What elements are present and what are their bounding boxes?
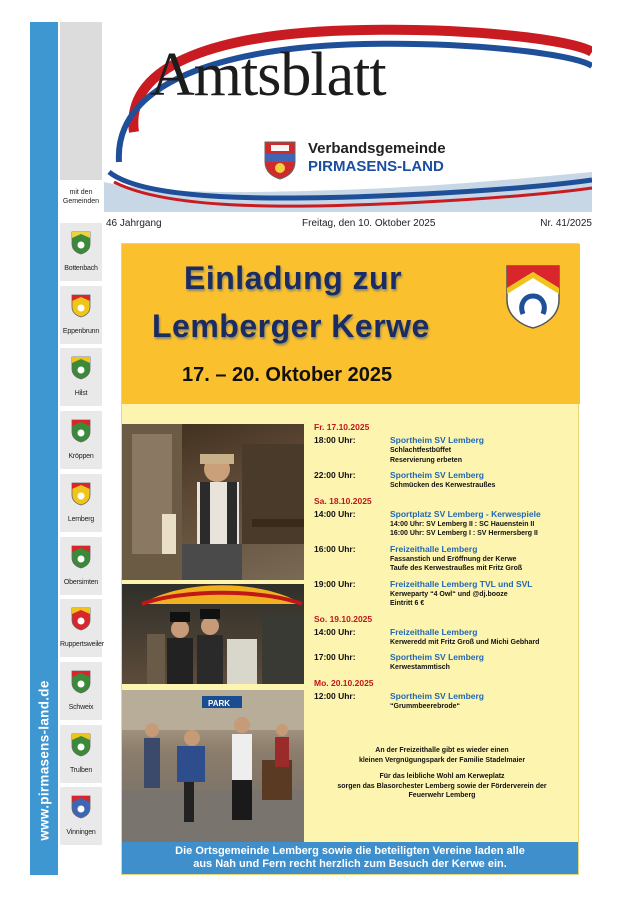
municipality-column-top <box>60 22 102 180</box>
trulben-crest-icon <box>71 733 91 757</box>
day-heading: Sa. 18.10.2025 <box>314 495 372 506</box>
entry-time: 18:00 Uhr: <box>314 435 356 445</box>
masthead-subtitle: Verbandsgemeinde <box>308 140 446 157</box>
issue-year: 46 Jahrgang <box>106 218 162 229</box>
schedule-entry <box>314 627 576 648</box>
municipality-name: Eppenbrunn <box>62 327 100 335</box>
issue-number: Nr. 41/2025 <box>540 218 592 229</box>
entry-time: 22:00 Uhr: <box>314 470 356 480</box>
schedule-entry <box>314 544 576 574</box>
entry-detail: Kerwestammtisch <box>390 664 450 671</box>
municipality-name: Ruppertsweiler <box>60 641 104 649</box>
entry-time: 19:00 Uhr: <box>314 578 356 589</box>
municipality-kroeppen <box>60 409 102 469</box>
schedule-entry <box>314 691 576 712</box>
website-url[interactable]: www.pirmasens-land.de <box>36 679 52 841</box>
day-heading: Fr. 17.10.2025 <box>314 422 370 432</box>
photo-kerwe-crowd <box>122 690 304 842</box>
poster-dates: 17. – 20. Oktober 2025 <box>182 364 393 386</box>
municipality-name: Vinningen <box>66 829 96 837</box>
municipality-name: Schweix <box>68 703 94 711</box>
day-heading: So. 19.10.2025 <box>314 613 373 624</box>
municipality-name: Hilst <box>74 390 88 398</box>
entry-location: Freizeithalle Lemberg TVL und SVL <box>390 578 533 589</box>
municipality-lemberg <box>60 472 102 532</box>
municipality-name: Lemberg <box>67 515 95 523</box>
municipality-heading: mit den Gemeinden <box>62 189 100 205</box>
entry-time: 14:00 Uhr: <box>314 626 356 637</box>
schedule-entry <box>314 652 576 673</box>
obersimten-crest-icon <box>71 545 91 569</box>
entry-detail: Taufe des Kerwestraußes mit Fritz Groß <box>390 565 523 572</box>
photo-kerwe-speech <box>122 424 304 580</box>
schedule <box>314 422 576 716</box>
municipality-hilst <box>60 346 102 406</box>
municipality-trulben <box>60 723 102 783</box>
entry-detail: Reservierung erbeten <box>390 456 462 464</box>
poster-title-line2: Lemberger Kerwe <box>152 308 430 344</box>
entry-time: 16:00 Uhr: <box>314 543 356 554</box>
municipality-name: Obersimten <box>63 578 99 586</box>
kerwe-poster <box>121 243 579 875</box>
photo-park-sign: PARK <box>208 699 231 708</box>
issue-date: Freitag, den 10. Oktober 2025 <box>302 218 436 229</box>
municipality-name: Bottenbach <box>64 265 98 272</box>
kroeppen-crest-icon <box>71 419 91 443</box>
schedule-entry <box>314 509 576 539</box>
masthead-title: Amtsblatt <box>150 41 386 109</box>
bottenbach-crest-icon <box>71 231 91 255</box>
entry-time: 12:00 Uhr: <box>314 690 356 701</box>
hilst-crest-icon <box>71 356 91 380</box>
lemberg-crest-icon <box>71 482 91 506</box>
municipality-eppenbrunn <box>60 284 102 344</box>
eppenbrunn-crest-icon <box>71 294 91 318</box>
entry-time: 17:00 Uhr: <box>314 652 356 662</box>
municipality-name: Trulben <box>69 766 93 774</box>
entry-time: 14:00 Uhr: <box>314 508 356 519</box>
entry-detail: Kerweparty “4 Owl“ und @dj.booze <box>390 590 508 598</box>
note-catering: Für das leibliche Wohl am Kerweplatz sorgen das Blasorchester Lemberg sowie der Förderverein der Feuerwehr Lemberg <box>337 773 547 799</box>
entry-detail: Schmücken des Kerwestraußes <box>390 482 496 489</box>
schweix-crest-icon <box>71 670 91 694</box>
day-heading: Mo. 20.10.2025 <box>314 677 374 688</box>
entry-detail: Kerweredd mit Fritz Groß und Michi Gebhard <box>390 638 540 646</box>
invitation-banner: Die Ortsgemeinde Lemberg sowie die beteiligten Vereine laden alle aus Nah und Fern recht herzlich zum Besuch der Kerwe ein. <box>122 842 578 874</box>
municipality-obersimten <box>60 535 102 595</box>
issue-line <box>104 218 592 232</box>
masthead-region: PIRMASENS-LAND <box>308 158 444 175</box>
entry-location: Freizeithalle Lemberg <box>390 626 478 637</box>
schedule-entry <box>314 435 576 465</box>
entry-detail: Eintritt 6 € <box>390 600 425 607</box>
lemberg-crest-icon <box>505 264 561 330</box>
municipality-name: Kröppen <box>68 453 94 461</box>
note-fun-park: An der Freizeithalle gibt es wieder einen kleinen Vergnügungspark der Familie Stadelmaier <box>358 747 526 764</box>
municipality-vinningen <box>60 785 102 845</box>
entry-location: Sportplatz SV Lemberg - Kerwespiele <box>390 508 541 519</box>
municipality-bottenbach <box>60 221 102 281</box>
schedule-entry <box>314 470 576 491</box>
entry-detail: “Grummbeerebrode“ <box>390 702 461 710</box>
entry-detail: 16:00 Uhr: SV Lemberg I : SV Hermersberg II <box>390 530 538 537</box>
entry-detail: 14:00 Uhr: SV Lemberg II : SC Hauenstein II <box>390 520 535 528</box>
entry-location: Sportheim SV Lemberg <box>390 470 484 480</box>
poster-title-line1: Einladung zur <box>184 260 403 296</box>
photo-kerwe-stage <box>122 584 304 684</box>
entry-detail: Fassanstich und Eröffnung der Kerwe <box>390 555 517 563</box>
schedule-entry <box>314 579 576 609</box>
entry-location: Sportheim SV Lemberg <box>390 652 484 662</box>
verbandsgemeinde-crest-icon <box>263 140 297 180</box>
vinningen-crest-icon <box>71 795 91 819</box>
entry-location: Freizeithalle Lemberg <box>390 543 478 554</box>
entry-location: Sportheim SV Lemberg <box>390 690 484 701</box>
municipality-ruppertsweiler <box>60 597 102 657</box>
entry-detail: Schlachtfestbüffet <box>390 447 452 454</box>
ruppertsweiler-crest-icon <box>71 607 91 631</box>
municipality-schweix <box>60 660 102 720</box>
entry-location: Sportheim SV Lemberg <box>390 435 484 445</box>
